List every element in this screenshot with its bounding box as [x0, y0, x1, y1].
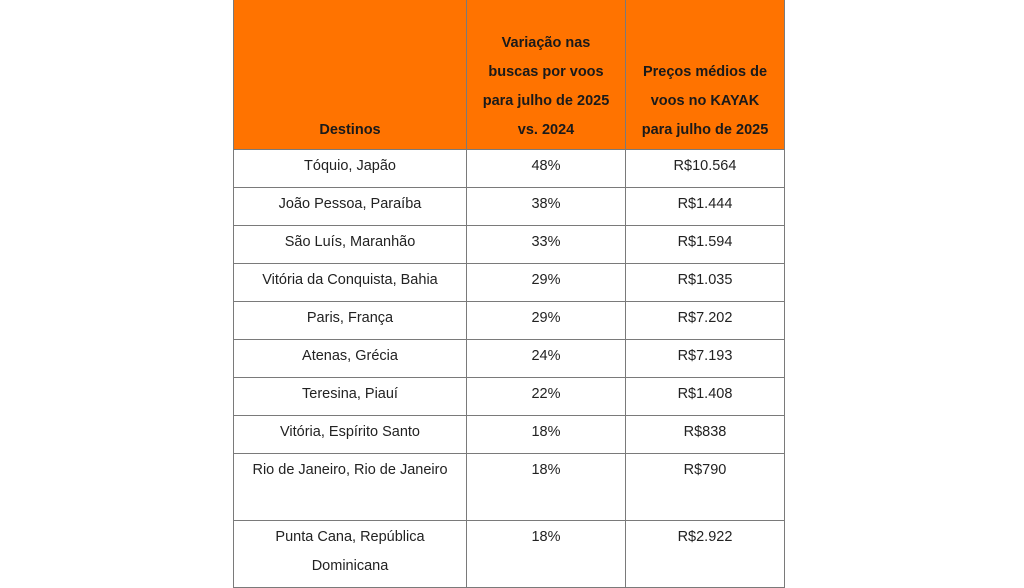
- cell-variacao: 22%: [467, 378, 626, 416]
- cell-destino: Rio de Janeiro, Rio de Janeiro: [234, 454, 467, 521]
- cell-destino: Vitória da Conquista, Bahia: [234, 264, 467, 302]
- cell-destino: Teresina, Piauí: [234, 378, 467, 416]
- cell-destino: Paris, França: [234, 302, 467, 340]
- table-row: [234, 340, 785, 378]
- cell-variacao: 29%: [467, 302, 626, 340]
- cell-destino: João Pessoa, Paraíba: [234, 188, 467, 226]
- cell-destino: Punta Cana, República Dominicana: [234, 521, 467, 588]
- table-row: [234, 150, 785, 188]
- table-row: [234, 454, 785, 521]
- cell-preco: R$2.922: [626, 521, 785, 588]
- cell-variacao: 38%: [467, 188, 626, 226]
- cell-preco: R$1.035: [626, 264, 785, 302]
- table-row: [234, 188, 785, 226]
- table-row: [234, 264, 785, 302]
- table-row: [234, 302, 785, 340]
- cell-destino: Vitória, Espírito Santo: [234, 416, 467, 454]
- header-destinos: Destinos: [234, 0, 467, 150]
- destinations-table: [233, 0, 785, 588]
- cell-variacao: 18%: [467, 521, 626, 588]
- cell-preco: R$1.408: [626, 378, 785, 416]
- cell-preco: R$838: [626, 416, 785, 454]
- cell-preco: R$1.444: [626, 188, 785, 226]
- cell-variacao: 33%: [467, 226, 626, 264]
- cell-preco: R$1.594: [626, 226, 785, 264]
- cell-variacao: 29%: [467, 264, 626, 302]
- cell-preco: R$7.193: [626, 340, 785, 378]
- table-header-row: [234, 0, 785, 150]
- cell-variacao: 18%: [467, 416, 626, 454]
- cell-destino: Tóquio, Japão: [234, 150, 467, 188]
- table-row: [234, 416, 785, 454]
- cell-variacao: 48%: [467, 150, 626, 188]
- cell-variacao: 24%: [467, 340, 626, 378]
- table-row: [234, 521, 785, 588]
- header-variacao-buscas: Variação nas buscas por voos para julho de 2025 vs. 2024: [467, 0, 626, 150]
- table-row: [234, 378, 785, 416]
- cell-preco: R$790: [626, 454, 785, 521]
- cell-preco: R$10.564: [626, 150, 785, 188]
- cell-destino: São Luís, Maranhão: [234, 226, 467, 264]
- cell-preco: R$7.202: [626, 302, 785, 340]
- header-precos-medios: Preços médios de voos no KAYAK para julho de 2025: [626, 0, 785, 150]
- destinations-table-container: [233, 0, 784, 588]
- table-row: [234, 226, 785, 264]
- cell-destino: Atenas, Grécia: [234, 340, 467, 378]
- cell-variacao: 18%: [467, 454, 626, 521]
